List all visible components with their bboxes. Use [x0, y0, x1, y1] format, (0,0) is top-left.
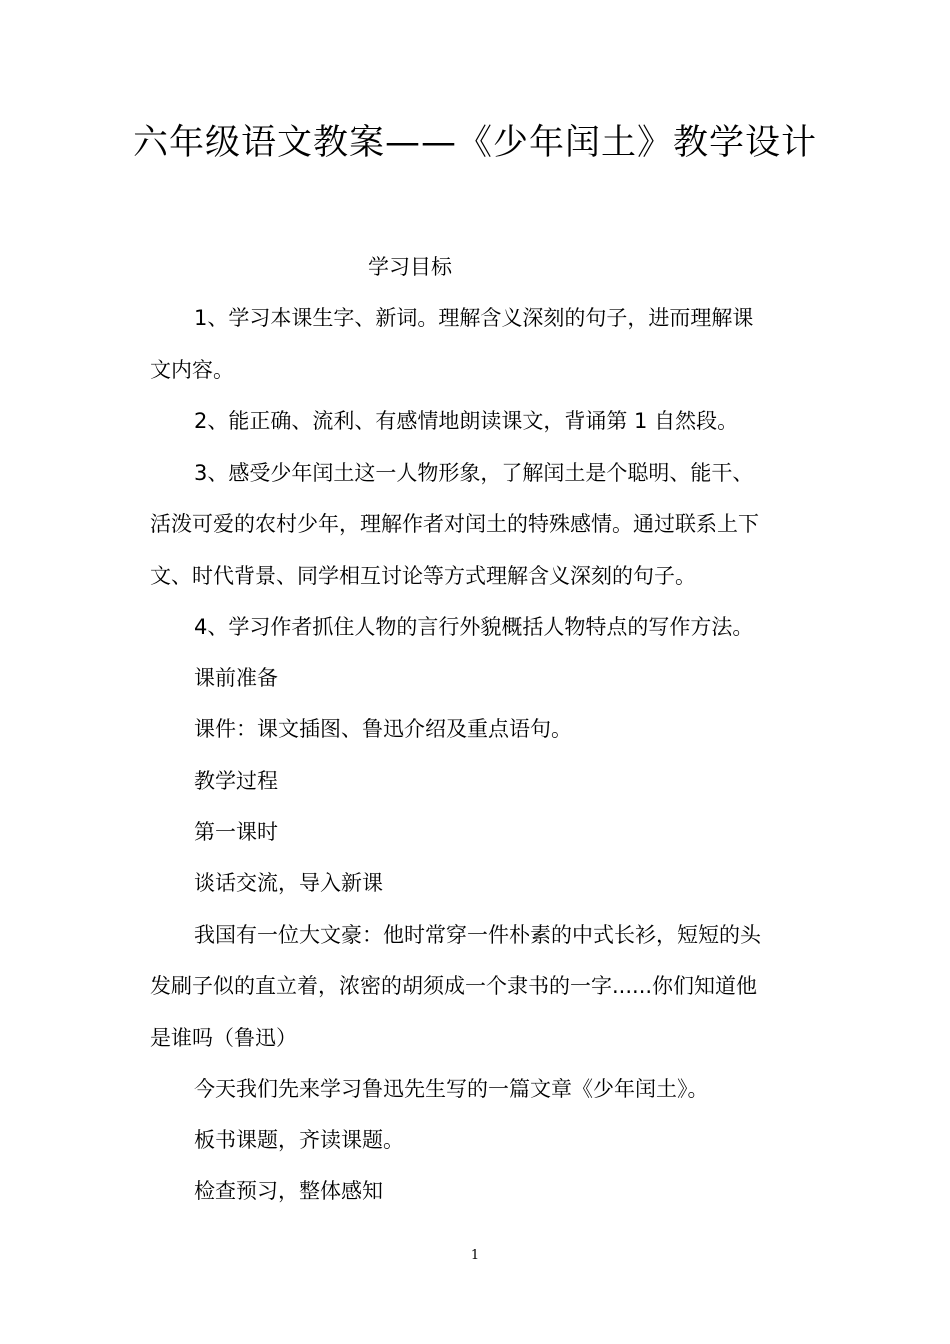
paragraph-line: 我国有一位大文豪：他时常穿一件朴素的中式长衫，短短的头 [194, 923, 761, 947]
paragraph-line: 谈话交流，导入新课 [194, 871, 383, 895]
paragraph-line: 3、感受少年闰土这一人物形象，了解闰土是个聪明、能干、 [194, 461, 754, 485]
paragraph-line: 检查预习，整体感知 [194, 1179, 383, 1203]
paragraph-line: 发刷子似的直立着，浓密的胡须成一个隶书的一字......你们知道他 [150, 974, 758, 998]
paragraph-line: 课件：课文插图、鲁迅介绍及重点语句。 [194, 717, 572, 741]
paragraph-line: 今天我们先来学习鲁迅先生写的一篇文章《少年闰土》。 [194, 1077, 709, 1101]
paragraph-line: 4、学习作者抓住人物的言行外貌概括人物特点的写作方法。 [194, 615, 754, 639]
paragraph-line: 活泼可爱的农村少年，理解作者对闰土的特殊感情。通过联系上下 [150, 512, 759, 536]
paragraph-line: 2、能正确、流利、有感情地朗读课文，背诵第 1 自然段。 [194, 409, 739, 433]
paragraph-line: 1、学习本课生字、新词。理解含义深刻的句子，进而理解课 [194, 306, 754, 330]
paragraph-line: 教学过程 [194, 769, 278, 793]
section-heading: 学习目标 [368, 255, 452, 279]
paragraph-line: 文、时代背景、同学相互讨论等方式理解含义深刻的句子。 [150, 564, 696, 588]
paragraph-line: 是谁吗（鲁迅） [150, 1026, 297, 1050]
paragraph-line: 课前准备 [194, 666, 278, 690]
paragraph-line: 第一课时 [194, 820, 278, 844]
paragraph-line: 板书课题，齐读课题。 [194, 1128, 404, 1152]
document-title: 六年级语文教案——《少年闰土》教学设计 [132, 123, 817, 163]
paragraph-line: 文内容。 [150, 358, 234, 382]
page-number: 1 [470, 1248, 480, 1263]
